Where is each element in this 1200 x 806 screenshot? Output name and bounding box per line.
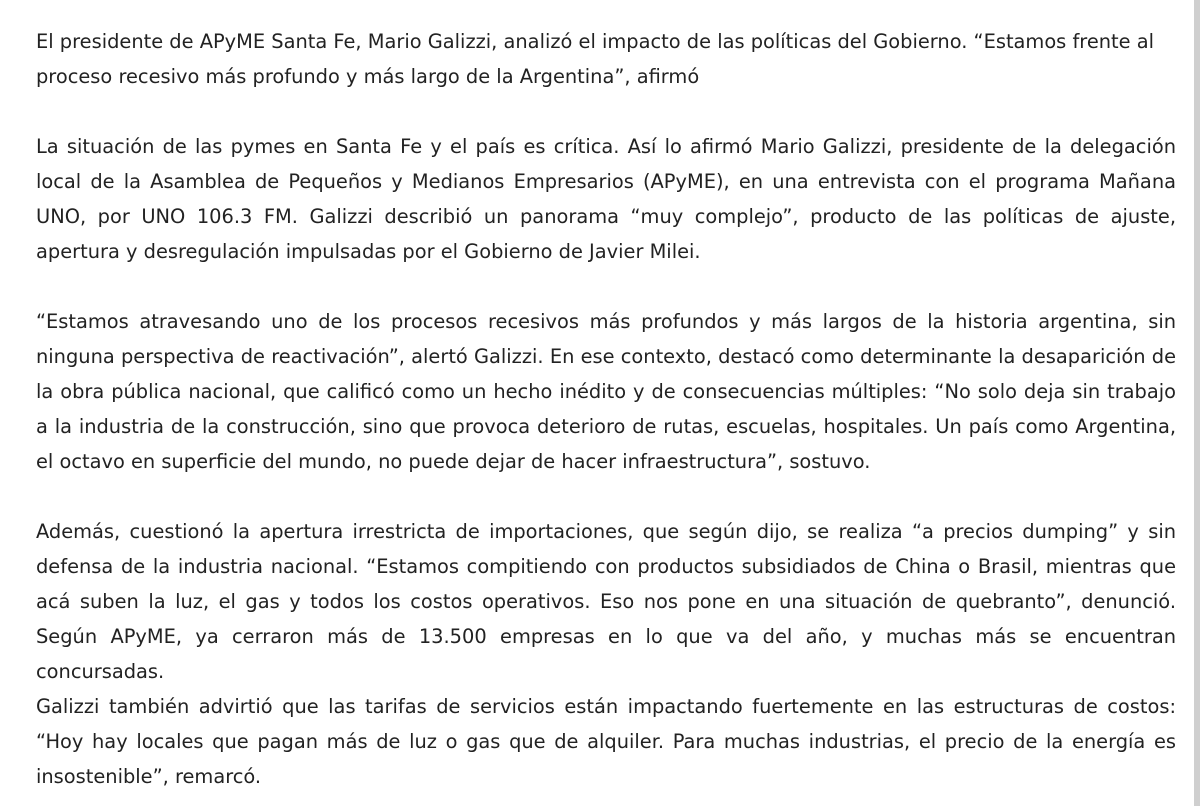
article-paragraph: Galizzi también advirtió que las tarifas de servicios están impactando fuertemente en las estructuras de costos: “Hoy hay locales que pagan más de luz o gas que de alquiler. Para muchas industrias, el precio de la energía es insostenible”, remarcó. [36, 695, 1176, 788]
scrollbar-thumb[interactable] [1194, 0, 1200, 806]
article-paragraph: Además, cuestionó la apertura irrestricta de importaciones, que según dijo, se realiza “a precios dumping” y sin defensa de la industria nacional. “Estamos compitiendo con productos subsidiados de China o Brasil, mientras que acá suben la luz, el gas y todos los costos operativos. Eso nos pone en una situación de quebranto”, denunció. Según APyME, ya cerraron más de 13.500 empresas en lo que va del año, y muchas más se encuentran concursadas. [36, 520, 1176, 683]
article-paragraph: La situación de las pymes en Santa Fe y el país es crítica. Así lo afirmó Mario Galizzi, presidente de la delegación local de la Asamblea de Pequeños y Medianos Empresarios (APyME), en una entrevista con el programa Mañana UNO, por UNO 106.3 FM. Galizzi describió un panorama “muy complejo”, producto de las políticas de ajuste, apertura y desregulación impulsadas por el Gobierno de Javier Milei. [36, 135, 1176, 263]
article-body [36, 24, 1176, 794]
article-lead: El presidente de APyME Santa Fe, Mario Galizzi, analizó el impacto de las políticas del Gobierno. “Estamos frente al proceso recesivo más profundo y más largo de la Argentina”, afirmó [36, 30, 1155, 88]
article-paragraph: “Estamos atravesando uno de los procesos recesivos más profundos y más largos de la historia argentina, sin ninguna perspectiva de reactivación”, alertó Galizzi. En ese contexto, destacó como determinante la desaparición de la obra pública nacional, que calificó como un hecho inédito y de consecuencias múltiples: “No solo deja sin trabajo a la industria de la construcción, sino que provoca deterioro de rutas, escuelas, hospitales. Un país como Argentina, el octavo en superficie del mundo, no puede dejar de hacer infraestructura”, sostuvo. [36, 310, 1176, 473]
scrollbar-track[interactable] [1194, 0, 1200, 806]
